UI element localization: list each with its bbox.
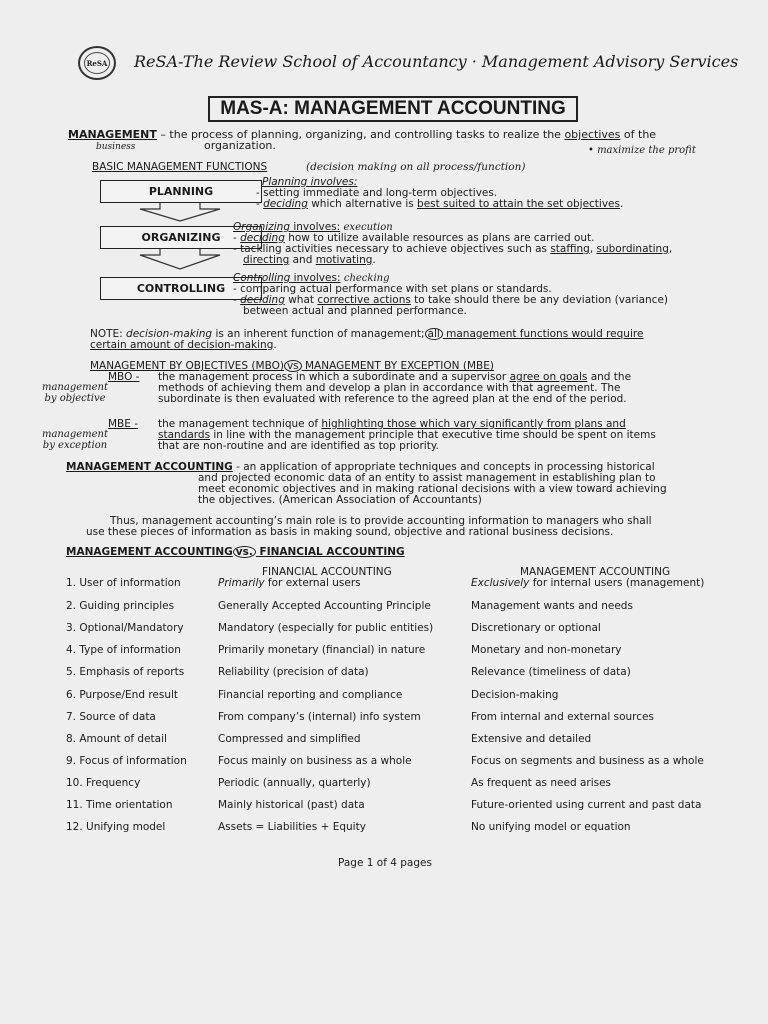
basic-functions-heading: BASIC MANAGEMENT FUNCTIONS	[92, 161, 268, 173]
mgmt-accounting-line3: meet economic objectives and in making rational decisions with a view toward achieving	[198, 483, 667, 495]
mbo-line2: methods of achieving them and develop a plan in accordance with that agreement. The	[158, 382, 621, 394]
handnote-execution: execution	[343, 222, 393, 233]
comparison-heading: MANAGEMENT ACCOUNTING vs. FINANCIAL ACCOUNTING	[66, 546, 405, 558]
management-cell: Relevance (timeliness of data)	[471, 666, 631, 678]
mbo-label: MBO -	[108, 371, 140, 383]
handnote-mbe: management by exception	[41, 429, 109, 451]
school-header-line: ReSA-The Review School of Accountancy · Management Advisory Services	[134, 52, 739, 71]
management-cell: Management wants and needs	[471, 600, 633, 612]
financial-cell: Reliability (precision of data)	[218, 666, 369, 678]
table-row	[0, 689, 768, 703]
management-cell: Decision-making	[471, 689, 559, 701]
circled-vs-comparison: vs.	[233, 546, 256, 558]
criterion-cell: 2. Guiding principles	[66, 600, 175, 612]
planning-line1: - setting immediate and long-term objectives.	[256, 187, 498, 199]
financial-cell: Financial reporting and compliance	[218, 689, 403, 701]
column-header-management: MANAGEMENT ACCOUNTING	[520, 566, 671, 578]
circled-vs: vs	[284, 360, 302, 372]
organizing-box: ORGANIZING	[100, 226, 262, 249]
criterion-cell: 6. Purpose/End result	[66, 689, 179, 701]
handnote-checking: checking	[343, 273, 390, 284]
criterion-cell: 9. Focus of information	[66, 755, 187, 767]
management-cell: Exclusively for internal users (management)	[471, 577, 705, 589]
page-title: MAS-A: MANAGEMENT ACCOUNTING	[208, 96, 578, 122]
handnote-business: business	[96, 142, 136, 152]
planning-label: Planning involves:	[262, 176, 358, 188]
criterion-cell: 5. Emphasis of reports	[66, 666, 185, 678]
management-term: MANAGEMENT	[68, 128, 157, 141]
mgmt-accounting-line1: MANAGEMENT ACCOUNTING - an application of appropriate techniques and concepts in processing historical	[66, 461, 655, 473]
criterion-cell: 10. Frequency	[66, 777, 141, 789]
handnote-mbo: management by objective	[41, 382, 109, 404]
management-cell: From internal and external sources	[471, 711, 654, 723]
financial-cell: Periodic (annually, quarterly)	[218, 777, 371, 789]
management-cell: Monetary and non-monetary	[471, 644, 622, 656]
logo-text: ReSA	[84, 52, 110, 74]
controlling-label: Controlling involves: checking	[233, 272, 390, 284]
criterion-cell: 7. Source of data	[66, 711, 156, 723]
financial-cell: Focus mainly on business as a whole	[218, 755, 412, 767]
table-row	[0, 777, 768, 791]
financial-cell: Primarily monetary (financial) in nature	[218, 644, 426, 656]
criterion-cell: 12. Unifying model	[66, 821, 166, 833]
mgmt-accounting-line4: the objectives. (American Association of Accountants)	[198, 494, 482, 506]
organizing-line2: - tackling activities necessary to achieve objectives such as staffing, subordinating,	[233, 243, 673, 255]
mgmt-accounting-term: MANAGEMENT ACCOUNTING	[66, 461, 233, 473]
management-cell: No unifying model or equation	[471, 821, 631, 833]
mbe-line2: standards in line with the management principle that executive time should be spent on items	[158, 429, 656, 441]
criterion-cell: 1. User of information	[66, 577, 181, 589]
flow-arrows	[120, 203, 240, 277]
criterion-cell: 3. Optional/Mandatory	[66, 622, 184, 634]
page-number: Page 1 of 4 pages	[338, 857, 432, 869]
management-definition-line2: organization.	[204, 139, 276, 152]
financial-cell: From company’s (internal) info system	[218, 711, 421, 723]
table-row	[0, 666, 768, 680]
table-row	[0, 644, 768, 658]
table-row	[0, 711, 768, 725]
criterion-cell: 8. Amount of detail	[66, 733, 167, 745]
financial-cell: Primarily for external users	[218, 577, 361, 589]
handnote-maximize-profit: • maximize the profit	[588, 145, 696, 156]
table-row	[0, 600, 768, 614]
planning-line2: - deciding which alternative is best suited to attain the set objectives.	[256, 198, 624, 210]
financial-cell: Mainly historical (past) data	[218, 799, 365, 811]
note-line1: NOTE: decision-making is an inherent function of management; all management functions would require	[90, 328, 644, 340]
management-cell: Discretionary or optional	[471, 622, 601, 634]
note-line2: certain amount of decision-making.	[90, 339, 277, 351]
management-cell: As frequent as need arises	[471, 777, 612, 789]
thus-line2: use these pieces of information as basis in making sound, objective and rational business decisions.	[86, 526, 614, 538]
school-logo	[78, 46, 116, 80]
financial-cell: Mandatory (especially for public entities)	[218, 622, 434, 634]
mgmt-accounting-line2: and projected economic data of an entity to assist management in establishing plan to	[198, 472, 656, 484]
controlling-line1: - comparing actual performance with set plans or standards.	[233, 283, 552, 295]
circled-all: all	[425, 328, 443, 340]
organizing-label: Organizing involves: execution	[233, 221, 393, 233]
mbo-mbe-heading: MANAGEMENT BY OBJECTIVES (MBO) vs MANAGEMENT BY EXCEPTION (MBE)	[90, 360, 494, 372]
planning-box: PLANNING	[100, 180, 262, 203]
thus-line1: Thus, management accounting’s main role is to provide accounting information to managers who shall	[110, 515, 652, 527]
table-row	[0, 821, 768, 835]
mbo-line3: subordinate is then evaluated with reference to the agreed plan at the end of the period.	[158, 393, 627, 405]
table-row	[0, 733, 768, 747]
financial-cell: Compressed and simplified	[218, 733, 361, 745]
organizing-line3: directing and motivating.	[243, 254, 376, 266]
mbe-line3: that are non-routine and are identified as top priority.	[158, 440, 439, 452]
financial-cell: Generally Accepted Accounting Principle	[218, 600, 431, 612]
table-row	[0, 577, 768, 591]
handnote-decision-making: (decision making on all process/function)	[306, 161, 526, 173]
mbe-line1: the management technique of highlighting those which vary significantly from plans and	[158, 418, 626, 430]
management-definition-line1: MANAGEMENT – the process of planning, organizing, and controlling tasks to realize the objectives of the	[68, 128, 657, 141]
mbe-label: MBE -	[108, 418, 139, 430]
controlling-line2: - deciding what corrective actions to take should there be any deviation (variance)	[233, 294, 668, 306]
management-cell: Future-oriented using current and past data	[471, 799, 702, 811]
mbo-line1: the management process in which a subordinate and a supervisor agree on goals and the	[158, 371, 632, 383]
organizing-line1: - deciding how to utilize available resources as plans are carried out.	[233, 232, 595, 244]
table-row	[0, 622, 768, 636]
column-header-financial: FINANCIAL ACCOUNTING	[262, 566, 392, 578]
criterion-cell: 11. Time orientation	[66, 799, 173, 811]
management-cell: Extensive and detailed	[471, 733, 592, 745]
financial-cell: Assets = Liabilities + Equity	[218, 821, 366, 833]
table-row	[0, 755, 768, 769]
controlling-box: CONTROLLING	[100, 277, 262, 300]
criterion-cell: 4. Type of information	[66, 644, 181, 656]
controlling-line3: between actual and planned performance.	[243, 305, 467, 317]
table-row	[0, 799, 768, 813]
management-cell: Focus on segments and business as a whole	[471, 755, 704, 767]
